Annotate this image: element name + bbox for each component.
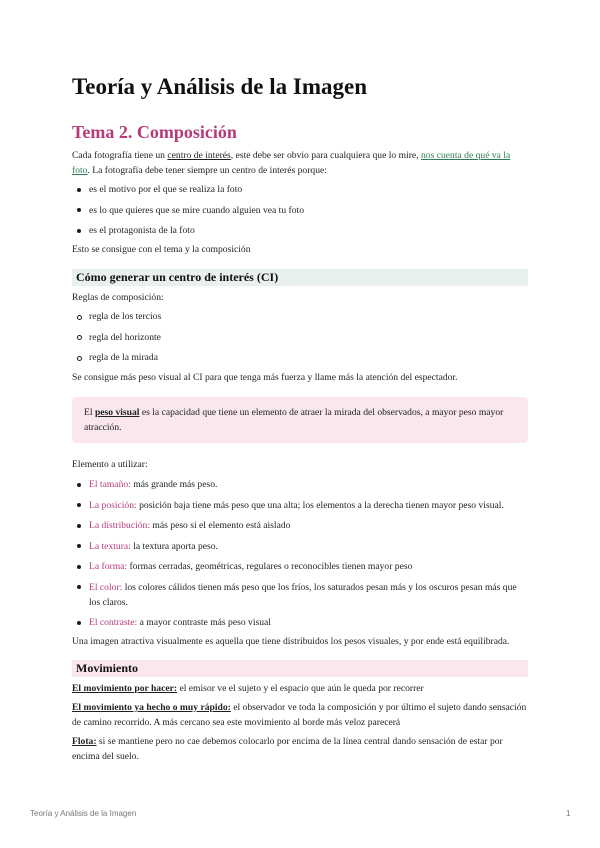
ci-heading: Cómo generar un centro de interés (CI) — [72, 269, 528, 286]
callout-term: peso visual — [94, 407, 140, 418]
page-number: 1 — [566, 809, 571, 818]
rules-intro: Reglas de composición: — [72, 292, 164, 303]
footer-title: Teoría y Análisis de la Imagen — [30, 809, 137, 818]
intro-text-a: Cada fotografía tiene un — [72, 150, 168, 161]
list-item: La forma: formas cerradas, geométricas, regulares o reconocibles tienen mayor peso — [72, 559, 528, 574]
intro-paragraph — [72, 148, 528, 178]
elements-intro: Elemento a utilizar: — [72, 459, 148, 470]
elements-list — [72, 477, 528, 636]
elements-closing: Una imagen atractiva visualmente es aquella que tiene distribuidos los pesos visuales, y por ende está equilibrada. — [72, 636, 510, 647]
peso-visual-callout — [72, 397, 528, 443]
movimiento-item: El movimiento ya hecho o muy rápido: el observador ve toda la composición y por último el sujeto dando sensación de camino recorrido. A más cercano sea este movimiento al borde más veloz parecerá — [72, 702, 527, 728]
document-title: Teoría y Análisis de la Imagen — [72, 74, 367, 99]
list-item: es el protagonista de la foto — [72, 223, 528, 238]
callout-text: El peso visual es la capacidad que tiene un elemento de atraer la mirada del observados, a mayor peso mayor atracción. — [84, 407, 504, 433]
centro-interes-underline: centro de interés — [167, 150, 231, 161]
list-item: regla del horizonte — [72, 330, 528, 345]
list-item: El contraste: a mayor contraste más peso visual — [72, 615, 528, 630]
list-item: es el motivo por el que se realiza la foto — [72, 182, 528, 197]
intro-closing: Esto se consigue con el tema y la composición — [72, 244, 251, 255]
movimiento-item: Flota: si se mantiene pero no cae debemos colocarlo por encima de la línea central dando sensación de estar por encima del suelo. — [72, 736, 503, 762]
list-item: es lo que quieres que se mire cuando alguien vea tu foto — [72, 203, 528, 218]
list-item: El color: los colores cálidos tienen más peso que los fríos, los saturados pesan más y los oscuros pesan más que los claros. — [72, 580, 528, 610]
intro-text-b: , este debe ser obvio para cualquiera que lo mire, — [230, 150, 421, 161]
intro-text-c: . La fotografía debe tener siempre un centro de interés porque: — [87, 165, 327, 176]
list-item: El tamaño: más grande más peso. — [72, 477, 528, 492]
intro-link[interactable]: nos cuenta de qué va la foto — [72, 150, 511, 176]
list-item: regla de los tercios — [72, 309, 528, 324]
reasons-list — [72, 182, 528, 244]
rules-list — [72, 309, 528, 371]
movimiento-heading: Movimiento — [72, 660, 528, 677]
ci-summary: Se consigue más peso visual al CI para que tenga más fuerza y llame más la atención del espectador. — [72, 372, 458, 383]
movimiento-item: El movimiento por hacer: el emisor ve el sujeto y el espacio que aún le queda por recorrer — [72, 683, 424, 694]
list-item: regla de la mirada — [72, 350, 528, 365]
list-item: La textura: la textura aporta peso. — [72, 539, 528, 554]
list-item: La distribución: más peso si el elemento está aislado — [72, 518, 528, 533]
section-title: Tema 2. Composición — [72, 122, 237, 142]
list-item: La posición: posición baja tiene más peso que una alta; los elementos a la derecha tienen mayor peso visual. — [72, 498, 528, 513]
